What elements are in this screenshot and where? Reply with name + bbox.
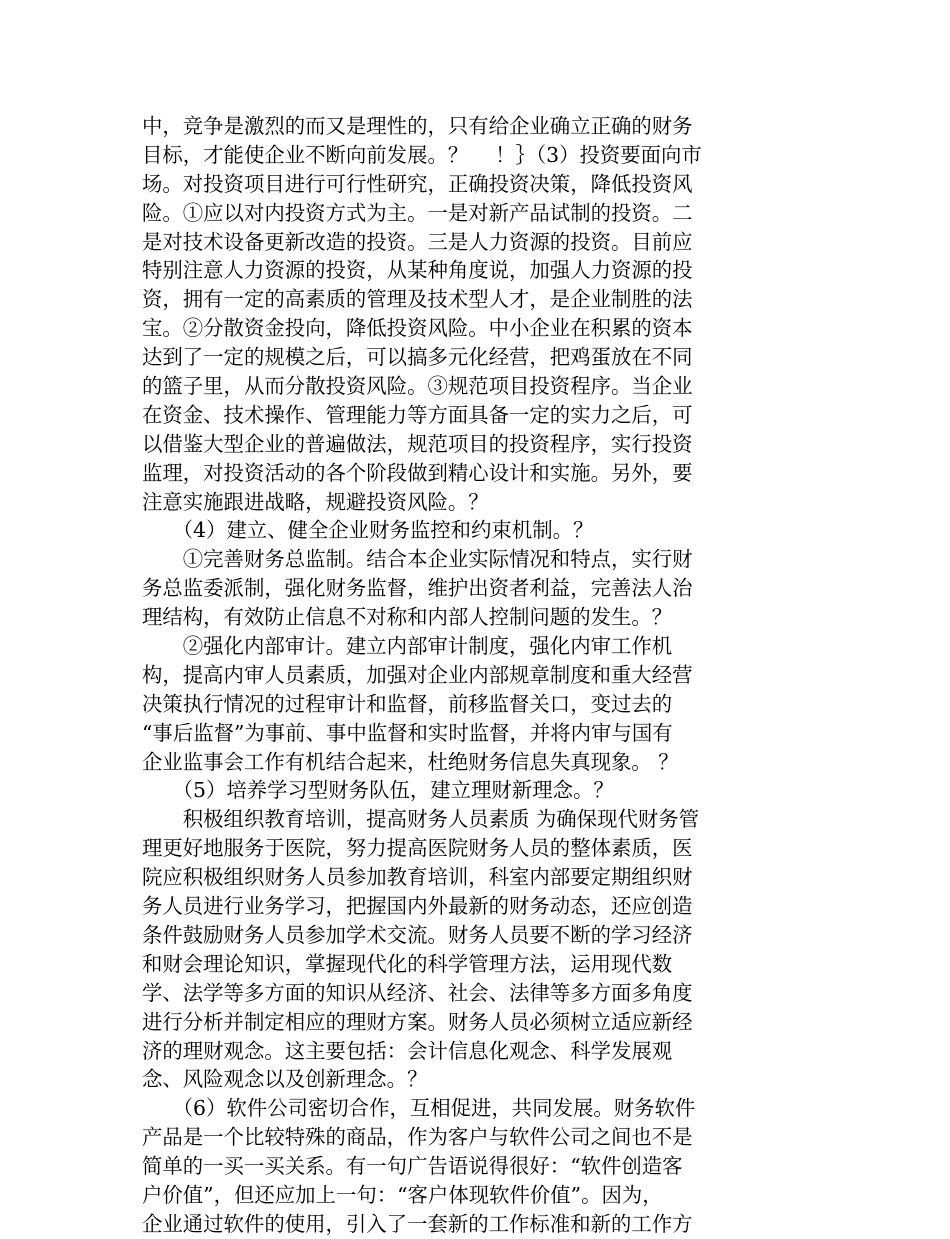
text-line: 的篮子里，从而分散投资风险。③规范项目投资程序。当企业	[142, 374, 693, 399]
body-text	[142, 112, 752, 1239]
text-line: 学、法学等多方面的知识从经济、社会、法律等多方面多角度	[142, 980, 693, 1005]
text-line: 企业通过软件的使用，引入了一套新的工作标准和新的工作方	[142, 1211, 693, 1236]
text-line: 构，提高内审人员素质，加强对企业内部规章制度和重大经营	[142, 662, 693, 687]
text-line: 念、风险观念以及创新理念。？	[142, 1067, 428, 1092]
text-line: 宝。②分散资金投向，降低投资风险。中小企业在积累的资本	[142, 316, 693, 341]
text-line: 条件鼓励财务人员参加学术交流。财务人员要不断的学习经济	[142, 922, 693, 947]
text-line: 理更好地服务于医院，努力提高医院财务人员的整体素质，医	[142, 836, 693, 861]
text-line: 务人员进行业务学习，把握国内外最新的财务动态，还应创造	[142, 894, 693, 919]
text-line: 注意实施跟进战略，规避投资风险。？	[142, 489, 489, 514]
text-line: 简单的一买一买关系。有一句广告语说得很好：“软件创造客	[142, 1154, 683, 1179]
text-line: 监理，对投资活动的各个阶段做到精心设计和实施。另外，要	[142, 460, 693, 485]
text-line: 达到了一定的规模之后，可以搞多元化经营，把鸡蛋放在不同	[142, 345, 693, 370]
text-line: ①完善财务总监制。结合本企业实际情况和特点，实行财	[142, 547, 693, 572]
text-line: 险。①应以对内投资方式为主。一是对新产品试制的投资。二	[142, 200, 693, 225]
text-line: 和财会理论知识，掌握现代化的科学管理方法，运用现代数	[142, 951, 673, 976]
text-line: 理结构，有效防止信息不对称和内部人控制问题的发生。？	[142, 605, 673, 630]
text-line: 目标，才能使企业不断向前发展。？ ！｝（3）投资要面向市	[142, 142, 702, 167]
text-line: 资，拥有一定的高素质的管理及技术型人才，是企业制胜的法	[142, 287, 693, 312]
section-heading: （4）建立、健全企业财务监控和约束机制。？	[142, 518, 594, 543]
text-line: 在资金、技术操作、管理能力等方面具备一定的实力之后，可	[142, 402, 693, 427]
text-line: 务总监委派制，强化财务监督，维护出资者利益，完善法人治	[142, 576, 693, 601]
section-heading: （6）软件公司密切合作，互相促进，共同发展。财务软件	[142, 1096, 696, 1121]
text-line: 是对技术设备更新改造的投资。三是人力资源的投资。目前应	[142, 229, 693, 254]
text-line: 户价值”，但还应加上一句：“客户体现软件价值”。因为，	[142, 1182, 663, 1207]
text-line: 企业监事会工作有机结合起来，杜绝财务信息失真现象。 ？	[142, 749, 679, 774]
text-line: 院应积极组织财务人员参加教育培训，科室内部要定期组织财	[142, 865, 693, 890]
text-line: 积极组织教育培训，提高财务人员素质 为确保现代财务管	[142, 807, 700, 832]
text-line: 中，竞争是激烈的而又是理性的，只有给企业确立正确的财务	[142, 114, 693, 138]
text-line: “事后监督”为事前、事中监督和实时监督，并将内审与国有	[142, 720, 673, 745]
text-line: ②强化内部审计。建立内部审计制度，强化内审工作机	[142, 634, 673, 659]
text-line: 进行分析并制定相应的理财方案。财务人员必须树立适应新经	[142, 1009, 693, 1034]
text-line: 场。对投资项目进行可行性研究，正确投资决策，降低投资风	[142, 171, 693, 196]
text-line: 以借鉴大型企业的普遍做法，规范项目的投资程序，实行投资	[142, 431, 693, 456]
text-line: 特别注意人力资源的投资，从某种角度说，加强人力资源的投	[142, 258, 693, 283]
text-line: 决策执行情况的过程审计和监督，前移监督关口，变过去的	[142, 691, 673, 716]
section-heading: （5）培养学习型财务队伍，建立理财新理念。？	[142, 778, 614, 803]
text-line: 济的理财观念。这主要包括：会计信息化观念、科学发展观	[142, 1038, 673, 1063]
text-line: 产品是一个比较特殊的商品，作为客户与软件公司之间也不是	[142, 1125, 693, 1150]
